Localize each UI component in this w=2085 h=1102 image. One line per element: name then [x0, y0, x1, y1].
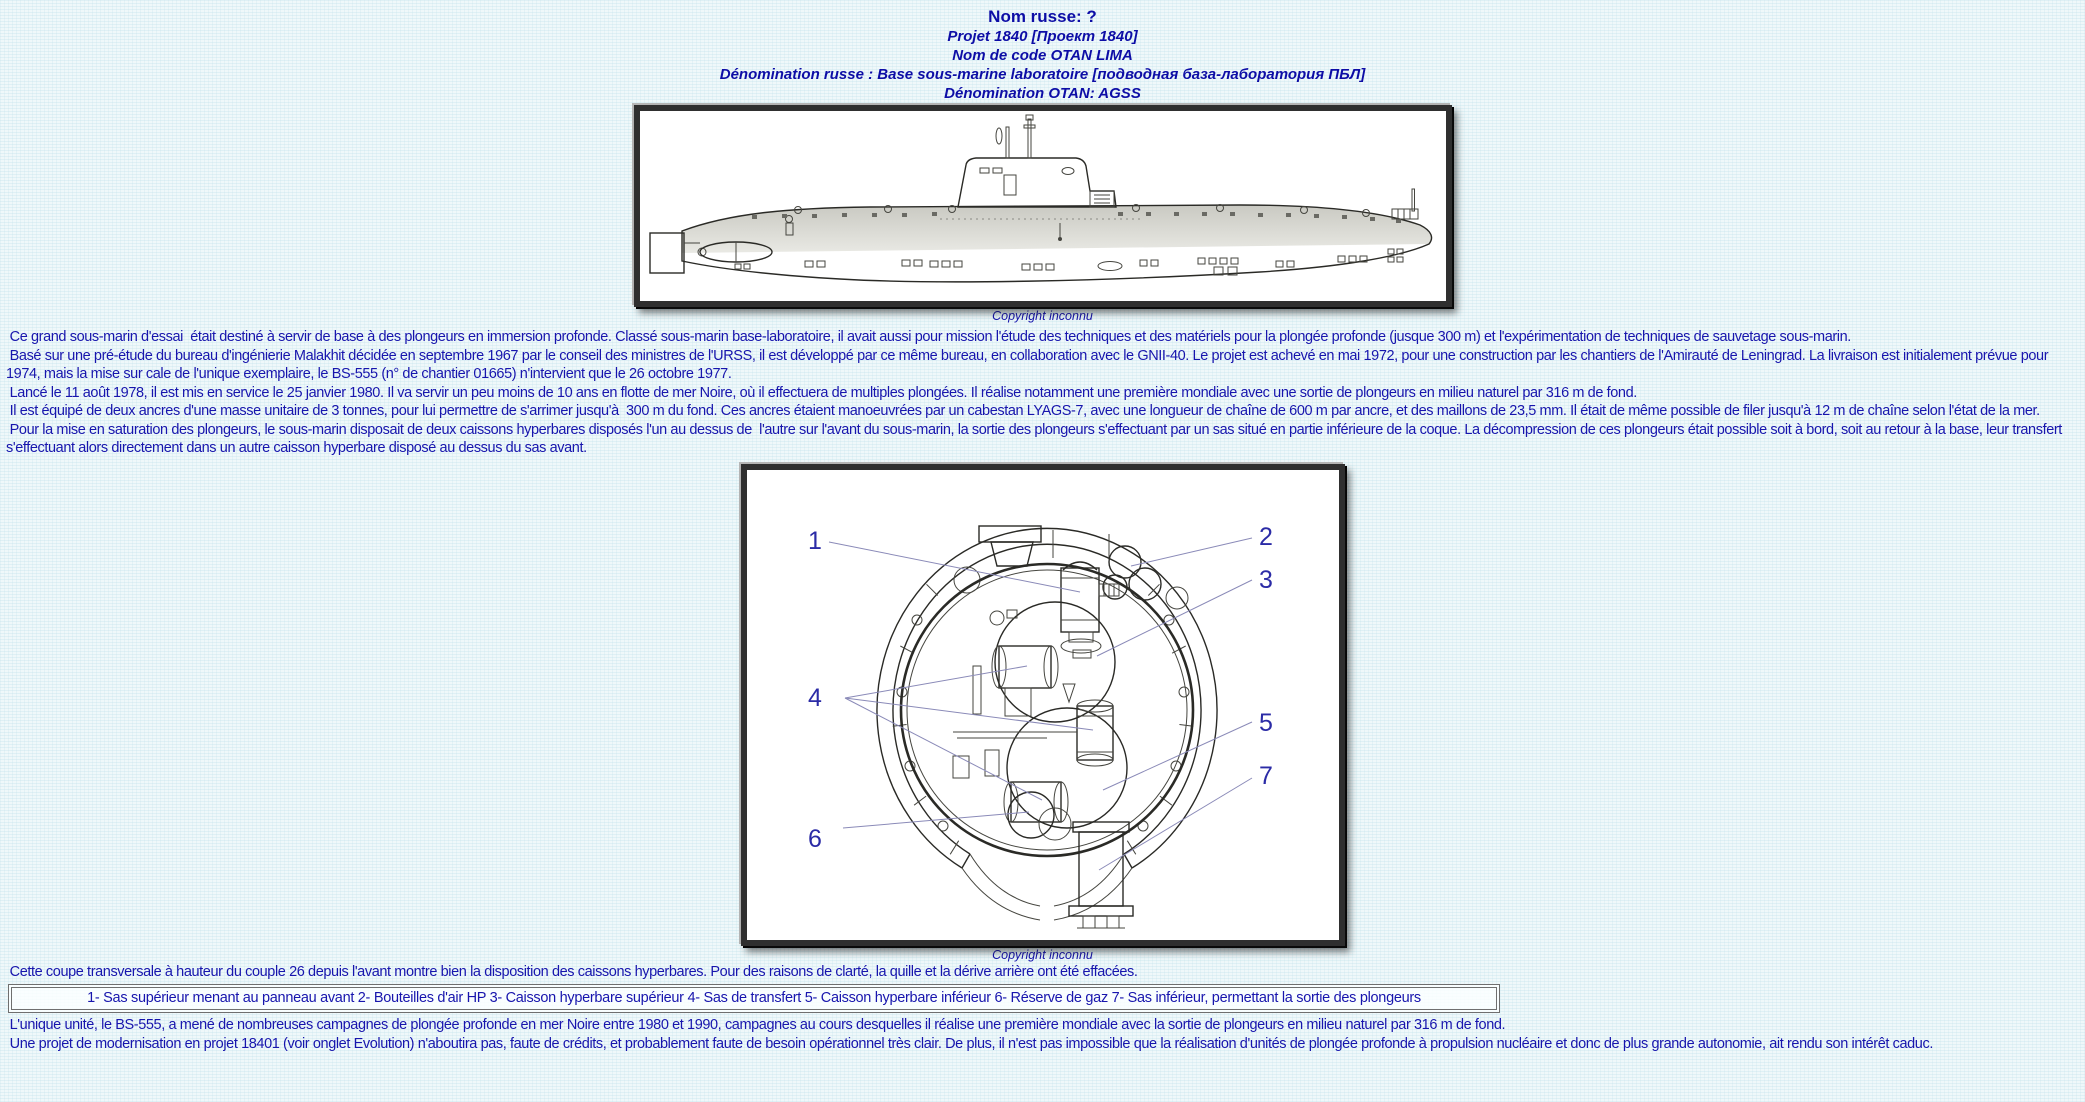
label-3: 3 — [1258, 565, 1273, 594]
paragraph: Ce grand sous-marin d'essai était destiné à servir de base à des plongeurs en immersion profonde. Classé sous-marin base-laboratoire, il avait aussi pour mission l'étude des techniques et des matériels pour la plongée profonde (jusque 300 m) et l'expérimentation de techniques de sauvetage sous-marin. — [6, 329, 1851, 345]
paragraph: Pour la mise en saturation des plongeurs, le sous-marin disposait de deux caissons hyperbares disposés l'un au dessus de l'autre sur l'avant du sous-marin, la sortie des plongeurs s'effectuant par un sas situé en partie inférieure de la coque. La décompression de ces plongeurs était possible soit à bord, soit au retour à la base, leur transfert s'effectuant alors directement dans un autre caisson hyperbare disposé au dessus du sas avant. — [6, 421, 2066, 456]
interior-details — [953, 610, 1077, 778]
cross-section-note: Cette coupe transversale à hauteur du couple 26 depuis l'avant montre bien la disposition des caissons hyperbares. Pour des raisons de clarté, la quille et la dérive arrière ont été effacées. — [6, 963, 1138, 980]
header-nato-code: Nom de code OTAN LIMA — [952, 47, 1133, 64]
lower-airlock — [1069, 822, 1133, 928]
paragraph: Une projet de modernisation en projet 18401 (voir onglet Evolution) n'aboutira pas, faute de crédits, et probablement faute de besoin opérationnel très clair. De plus, il n'est pas impossible que la réalisation d'unités de plongée profonde à propulsion nucléaire et donc de plus grande autonomie, ait rendu son intérêt caduc. — [6, 1035, 1933, 1052]
hull-topside — [682, 205, 1432, 253]
paragraph: Il est équipé de deux ancres d'une masse unitaire de 3 tonnes, pour lui permettre de s'arrimer jusqu'à 300 m du fond. Ces ancres étaient manoeuvrées par un cabestan LYAGS-7, avec une longueur de chaîne de 600 m par ancre, et des maillons de 23,5 mm. Il était de même possible de filer jusqu'à 12 m de chaîne selon l'état de la mer. — [6, 403, 2040, 419]
page-title: Nom russe: ? — [988, 7, 1097, 26]
profile-caption: Copyright inconnu — [992, 309, 1093, 323]
header-project: Projet 1840 [Проект 1840] — [947, 28, 1138, 45]
cross-section-image — [741, 464, 1345, 946]
label-5: 5 — [1258, 708, 1273, 737]
diagram-legend-box: 1- Sas supérieur menant au panneau avant 2- Bouteilles d'air HP 3- Caisson hyperbare supérieur 4- Sas de transfert 5- Caisson hyperbare inférieur 6- Réserve de gaz 7- Sas inférieur, permettant la sortie des plongeurs — [8, 984, 1500, 1013]
bow-fittings — [1392, 189, 1418, 219]
pressure-hull — [901, 564, 1193, 856]
label-1: 1 — [807, 526, 822, 555]
submarine-profile-image — [634, 105, 1452, 307]
leader-lines — [829, 538, 1252, 870]
submarine-profile-drawing — [640, 111, 1446, 301]
paragraph: Lancé le 11 août 1978, il est mis en service le 25 janvier 1980. Il va servir un peu moins de 10 ans en flotte de mer Noire, où il effectuera de multiples plongées. Il réalise notamment une première mondiale avec une sortie de plongeurs en milieu naturel par 316 m de fond. — [6, 384, 1637, 401]
description-paragraphs — [0, 328, 2085, 458]
transfer-lock-lower — [1004, 782, 1068, 822]
sail — [958, 158, 1116, 207]
page-header — [0, 0, 2085, 103]
transfer-lock-centre — [1077, 700, 1113, 766]
cross-section-drawing — [747, 470, 1339, 940]
periscope-masts — [996, 115, 1035, 158]
lower-hull-hatches — [735, 249, 1403, 275]
label-4: 4 — [807, 683, 822, 712]
label-7: 7 — [1258, 761, 1273, 790]
paragraph: L'unique unité, le BS-555, a mené de nombreuses campagnes de plongée profonde en mer Noire entre 1980 et 1990, campagnes au cours desquelles il réalise une première mondiale avec la sortie de plongeurs en milieu naturel par 316 m de fond. — [6, 1017, 1506, 1033]
transfer-lock-left — [992, 646, 1058, 716]
cross-section-caption: Copyright inconnu — [992, 947, 1093, 962]
header-nato-designation: Dénomination OTAN: AGSS — [944, 85, 1141, 102]
header-russian-designation: Dénomination russe : Base sous-marine laboratoire [подводная база-лаборатория ПБЛ] — [719, 66, 1366, 83]
label-2: 2 — [1258, 522, 1273, 551]
paragraph: Basé sur une pré-étude du bureau d'ingénierie Malakhit décidée en septembre 1967 par le conseil des ministres de l'URSS, il est développé par ce même bureau, en collaboration avec le GNII-40. Le projet est achevé en mai 1972, pour une construction par les chantiers de l'Amirauté de Leningrad. La livraison est initialement prévue pour 1974, mais la mise sur cale de l'unique exemplaire, le BS-555 (n° de chantier 01665) n'intervient que le 26 octobre 1977. — [6, 347, 2052, 382]
label-6: 6 — [807, 824, 822, 853]
